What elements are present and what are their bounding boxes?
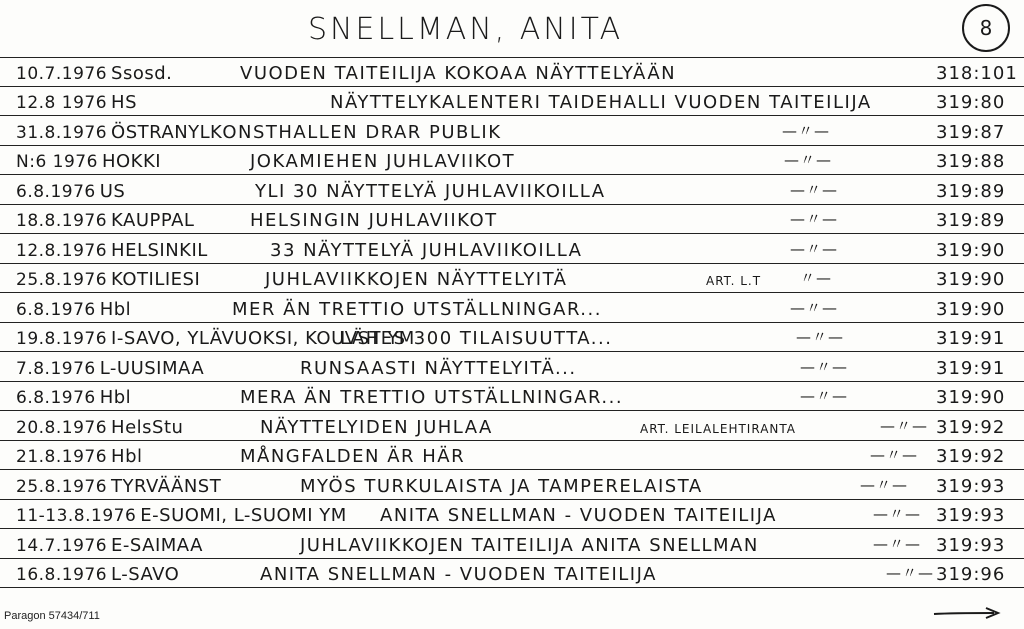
- ditto-mark: —〃—: [790, 210, 839, 228]
- clipping-headline: VUODEN TAITEILIJA KOKOAA NÄYTTELYÄÄN: [240, 62, 677, 84]
- clipping-row: [0, 352, 1024, 382]
- clipping-headline: JUHLAVIIKKOJEN NÄYTTELYITÄ: [265, 269, 568, 290]
- clipping-date: 25.8.1976: [16, 476, 108, 497]
- clipping-headline: MERA ÄN TRETTIO UTSTÄLLNINGAR...: [240, 387, 624, 408]
- clipping-date: 25.8.1976: [16, 270, 108, 290]
- clipping-source: HelsStu: [111, 416, 184, 438]
- clipping-date: 6.8.1976: [16, 181, 96, 202]
- clipping-date-source: [16, 387, 131, 408]
- ditto-mark: —〃—: [886, 564, 935, 582]
- clipping-source: Hbl: [111, 446, 143, 467]
- clipping-headline: JOKAMIEHEN JUHLAVIIKOT: [250, 151, 516, 172]
- clipping-source: US: [99, 180, 126, 202]
- clipping-date: N:6 1976: [16, 152, 98, 172]
- clipping-headline: JUHLAVIIKKOJEN TAITEILIJA ANITA SNELLMAN: [300, 534, 759, 556]
- clipping-source: L-UUSIMAA: [99, 357, 205, 379]
- ditto-mark: —〃—: [870, 446, 919, 464]
- clipping-source: KAUPPAL: [111, 210, 195, 231]
- archive-reference: 319:92: [936, 416, 1006, 438]
- archive-reference: 319:90: [936, 269, 1006, 290]
- ditto-mark: —〃—: [873, 505, 922, 523]
- clipping-date: 11-13.8.1976: [16, 506, 137, 526]
- clipping-row: [0, 116, 1024, 146]
- archive-reference: 319:90: [936, 298, 1006, 320]
- clipping-source: Ssosd.: [111, 62, 173, 84]
- clipping-source: ÖSTRANYL: [111, 121, 211, 143]
- page-number: 8: [979, 16, 993, 40]
- clipping-source: HELSINKIL: [111, 239, 208, 261]
- clipping-row: [0, 323, 1024, 353]
- clipping-date: 12.8.1976: [16, 240, 108, 261]
- archive-reference: 319:91: [936, 357, 1006, 379]
- card-title: SNELLMAN, ANITA: [308, 12, 624, 47]
- clipping-date-source: [16, 299, 131, 320]
- clipping-date-source: [16, 63, 172, 84]
- clipping-headline: NÄYTTELYIDEN JUHLAA: [260, 416, 493, 438]
- clipping-date: 20.8.1976: [16, 417, 108, 438]
- ditto-mark: —〃—: [873, 534, 922, 553]
- ditto-mark: —〃—: [784, 151, 833, 169]
- clipping-headline: YLI 30 NÄYTTELYÄ JUHLAVIIKOILLA: [255, 180, 606, 202]
- archive-reference: 319:80: [936, 92, 1006, 113]
- clipping-date-source: [16, 446, 143, 467]
- archive-reference: 319:90: [936, 387, 1006, 408]
- ditto-mark: 〃—: [800, 269, 833, 287]
- archive-reference: 319:93: [936, 475, 1006, 497]
- ditto-mark: —〃—: [880, 416, 929, 435]
- archive-reference: 319:92: [936, 446, 1006, 467]
- clipping-row: [0, 234, 1024, 264]
- clipping-source: HOKKI: [101, 151, 162, 172]
- printer-mark: Paragon 57434/711: [4, 610, 100, 622]
- clipping-headline: NÄYTTELYKALENTERI TAIDEHALLI VUODEN TAITEILIJA: [330, 92, 872, 113]
- ditto-mark: —〃—: [782, 121, 831, 140]
- ditto-mark: —〃—: [800, 357, 849, 376]
- clipping-source: I-SAVO, YLÄVUOKSI, KOUVST YM: [111, 328, 415, 349]
- clipping-row: [0, 57, 1024, 87]
- clipping-headline: RUNSAASTI NÄYTTELYITÄ...: [300, 357, 577, 379]
- clipping-date: 18.8.1976: [16, 211, 108, 231]
- clipping-date: 10.7.1976: [16, 63, 108, 84]
- clipping-headline: MER ÄN TRETTIO UTSTÄLLNINGAR...: [232, 298, 602, 320]
- ditto-mark: —〃—: [800, 387, 849, 405]
- clipping-headline: HELSINGIN JUHLAVIIKOT: [250, 210, 498, 231]
- clipping-headline: LÄHES 300 TILAISUUTTA...: [340, 328, 613, 349]
- clipping-row: [0, 500, 1024, 530]
- page-number-badge: [962, 4, 1010, 52]
- clipping-date-source: [16, 181, 125, 202]
- clipping-note: ART. L.T: [706, 274, 762, 288]
- clipping-row: [0, 175, 1024, 205]
- clipping-row: [0, 264, 1024, 294]
- archive-reference: 319:89: [936, 210, 1006, 231]
- clipping-headline: ANITA SNELLMAN - VUODEN TAITEILIJA: [380, 505, 777, 526]
- clipping-date: 12.8 1976: [16, 93, 108, 113]
- clipping-source: E-SUOMI, L-SUOMI YM: [140, 505, 347, 526]
- archive-reference: 319:90: [936, 239, 1006, 261]
- archive-reference: 319:87: [936, 121, 1006, 143]
- clipping-row: [0, 205, 1024, 235]
- clipping-source: L-SAVO: [111, 564, 180, 585]
- archive-reference: 319:89: [936, 180, 1006, 202]
- clipping-date: 19.8.1976: [16, 329, 108, 349]
- clipping-date: 31.8.1976: [16, 122, 108, 143]
- clipping-source: KOTILIESI: [111, 269, 201, 290]
- clipping-date-source: [16, 269, 200, 290]
- ditto-mark: —〃—: [860, 475, 909, 494]
- clipping-date-source: [16, 210, 194, 231]
- archive-reference: 319:91: [936, 328, 1006, 349]
- clipping-headline: KONSTHALLEN DRAR PUBLIK: [210, 121, 502, 143]
- clipping-date-source: [16, 358, 204, 379]
- clipping-date: 6.8.1976: [16, 388, 96, 408]
- clipping-headline: MÅNGFALDEN ÄR HÄR: [240, 446, 466, 467]
- clipping-date: 6.8.1976: [16, 299, 96, 320]
- clipping-headline: 33 NÄYTTELYÄ JUHLAVIIKOILLA: [270, 239, 583, 261]
- clipping-date: 16.8.1976: [16, 565, 108, 585]
- clipping-row: [0, 293, 1024, 323]
- archive-reference: 319:96: [936, 564, 1006, 585]
- clipping-row: [0, 529, 1024, 559]
- clipping-headline: ANITA SNELLMAN - VUODEN TAITEILIJA: [260, 564, 657, 585]
- archive-reference: 319:88: [936, 151, 1006, 172]
- clipping-row: [0, 559, 1024, 589]
- ditto-mark: —〃—: [790, 239, 839, 258]
- clipping-row: [0, 382, 1024, 412]
- archive-reference: 319:93: [936, 505, 1006, 526]
- clipping-date-source: [16, 476, 221, 497]
- clipping-date-source: [16, 535, 203, 556]
- clipping-date-source: [16, 240, 208, 261]
- archive-reference: 319:93: [936, 534, 1006, 556]
- clipping-date-source: [16, 564, 179, 585]
- clipping-date-source: [16, 505, 347, 526]
- clipping-source: TYRVÄÄNST: [111, 475, 222, 497]
- clipping-row: [0, 470, 1024, 500]
- clipping-source: E-SAIMAA: [111, 534, 203, 556]
- clipping-row: [0, 146, 1024, 176]
- arrow-right-icon: [932, 605, 1002, 621]
- clipping-date: 7.8.1976: [16, 358, 96, 379]
- clipping-date-source: [16, 92, 137, 113]
- clipping-date-source: [16, 417, 183, 438]
- clipping-date: 21.8.1976: [16, 447, 108, 467]
- clipping-date-source: [16, 151, 161, 172]
- ditto-mark: —〃—: [790, 180, 839, 199]
- clipping-row: [0, 441, 1024, 471]
- clipping-date-source: [16, 122, 210, 143]
- clipping-source: HS: [111, 92, 137, 113]
- clipping-row: [0, 411, 1024, 441]
- clipping-note: ART. LEILALEHTIRANTA: [640, 421, 796, 436]
- clipping-list: [0, 57, 1024, 588]
- clipping-row: [0, 87, 1024, 117]
- ditto-mark: —〃—: [790, 298, 839, 317]
- ditto-mark: —〃—: [796, 328, 845, 346]
- archive-reference: 318:101: [936, 62, 1018, 84]
- clipping-date: 14.7.1976: [16, 535, 108, 556]
- clipping-source: Hbl: [99, 387, 132, 408]
- clipping-headline: MYÖS TURKULAISTA JA TAMPERELAISTA: [300, 475, 703, 497]
- clipping-source: Hbl: [99, 298, 132, 320]
